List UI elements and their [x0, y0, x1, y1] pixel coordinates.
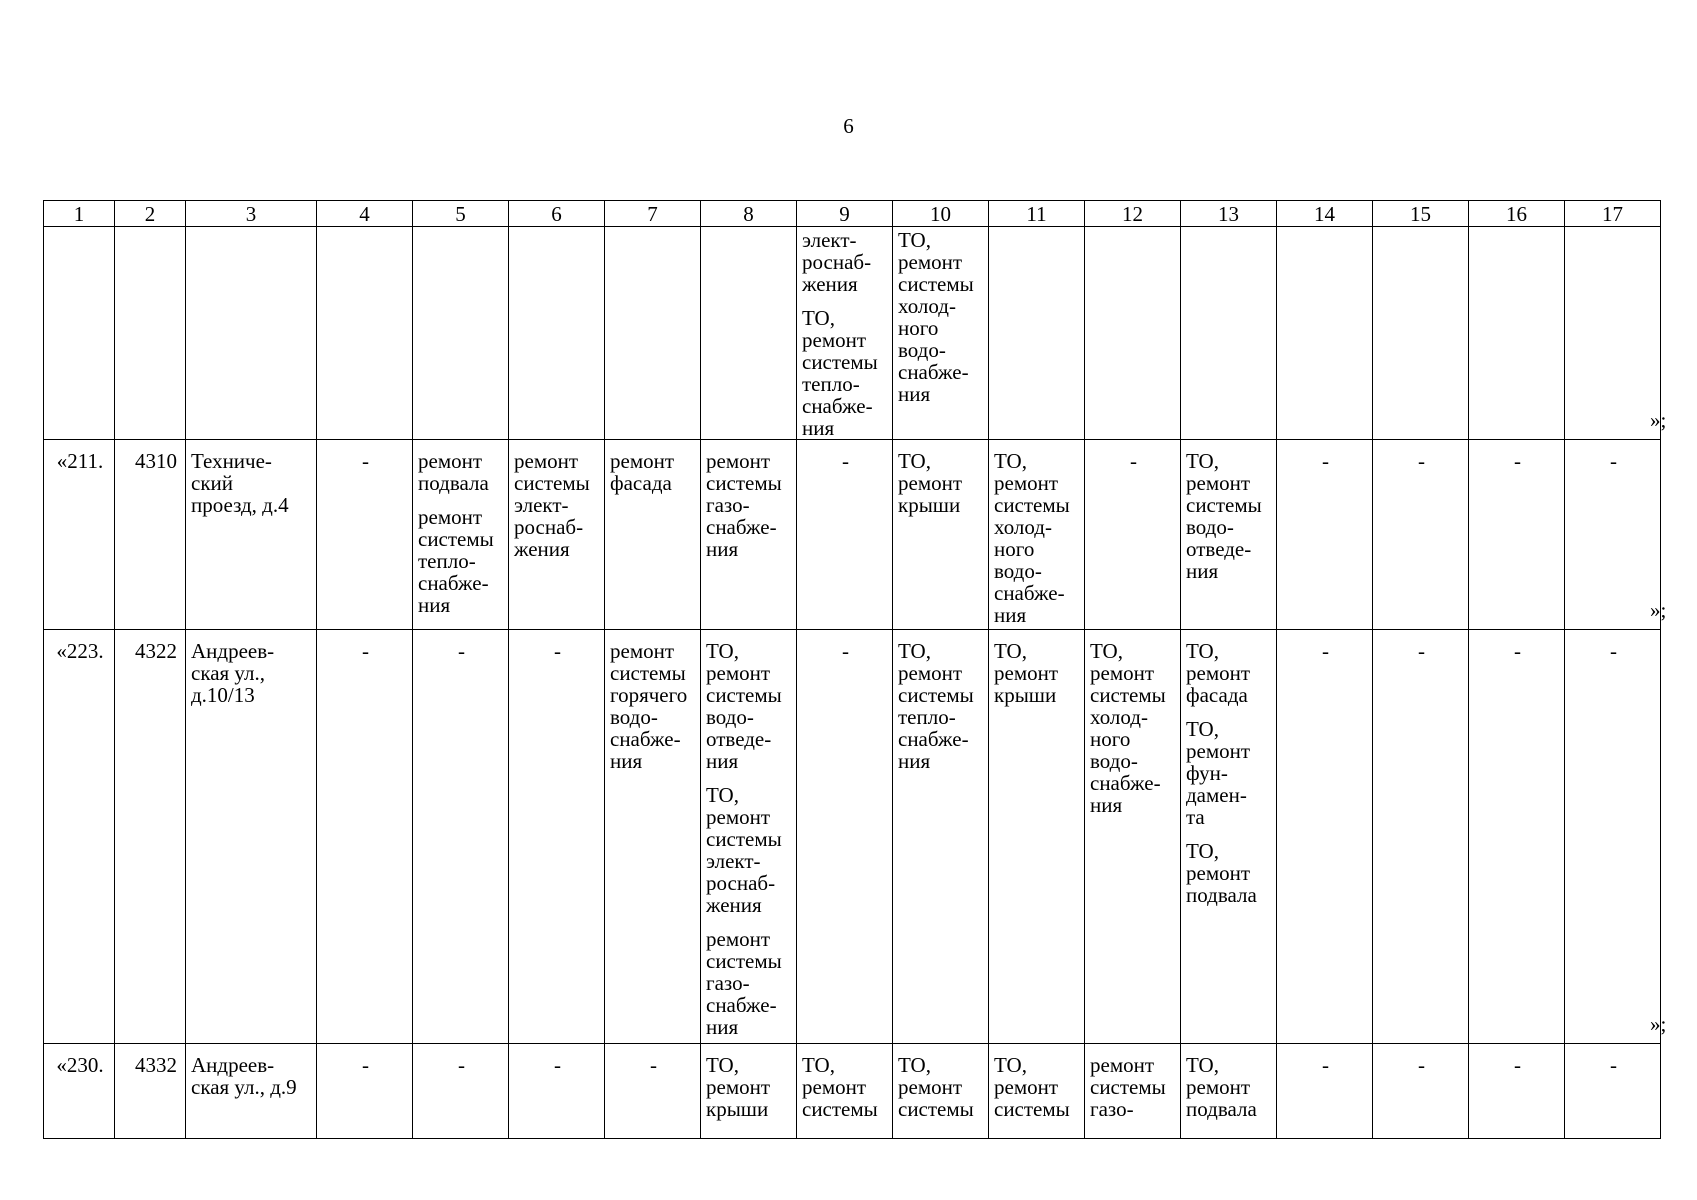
table-cell — [186, 630, 317, 1044]
table-cell — [1565, 227, 1661, 440]
cell-text: ремонт системы тепло- снабже- ния — [418, 505, 494, 617]
cell-text: - — [1130, 449, 1137, 473]
cell-text: - — [1514, 639, 1521, 663]
cell-text: ТО, ремонт фасада — [1186, 639, 1251, 707]
cell-text: Техниче- ский проезд, д.4 — [191, 449, 289, 517]
cell-text: - — [1610, 1053, 1617, 1077]
table-cell — [1085, 1044, 1181, 1139]
table-cell — [797, 440, 893, 630]
table-cell — [1181, 227, 1277, 440]
table-cell — [1469, 227, 1565, 440]
table-cell — [605, 630, 701, 1044]
cell-text: - — [1418, 1053, 1425, 1077]
table-cell — [1373, 630, 1469, 1044]
table-cell — [1085, 630, 1181, 1044]
table-cell — [115, 630, 186, 1044]
cell-text: 4310 — [135, 449, 177, 473]
cell-text: ТО, ремонт системы водо- отведе- ния — [706, 639, 782, 773]
cell-text: ремонт фасада — [610, 449, 675, 495]
table-cell — [509, 630, 605, 1044]
column-header: 9 — [797, 201, 893, 227]
table-cell — [1085, 227, 1181, 440]
table-cell — [797, 630, 893, 1044]
cell-text: «223. — [56, 639, 104, 663]
table-cell — [989, 440, 1085, 630]
table-cell — [44, 1044, 115, 1139]
column-header: 11 — [989, 201, 1085, 227]
table-cell — [1373, 1044, 1469, 1139]
cell-text: «230. — [56, 1053, 104, 1077]
cell-text: ТО, ремонт крыши — [706, 1053, 771, 1121]
column-header: 3 — [186, 201, 317, 227]
cell-text: - — [1418, 639, 1425, 663]
table-cell — [605, 1044, 701, 1139]
column-header: 16 — [1469, 201, 1565, 227]
table-cell — [1565, 440, 1661, 630]
table-cell — [317, 630, 413, 1044]
cell-text: «211. — [56, 449, 104, 473]
cell-text: ремонт системы газо- — [1090, 1053, 1166, 1121]
column-header: 14 — [1277, 201, 1373, 227]
table-cell — [893, 630, 989, 1044]
table-cell — [701, 630, 797, 1044]
cell-text: ТО, ремонт системы элект- роснаб- жения — [706, 783, 782, 917]
cell-text: ТО, ремонт системы — [898, 1053, 974, 1121]
cell-text: - — [458, 639, 465, 663]
table-cell — [44, 630, 115, 1044]
cell-text: 4322 — [135, 639, 177, 663]
table-cell — [1181, 630, 1277, 1044]
table-cell — [413, 630, 509, 1044]
cell-text: ТО, ремонт подвала — [1186, 839, 1257, 907]
table-cell — [509, 1044, 605, 1139]
table-cell — [605, 227, 701, 440]
column-header: 1 — [44, 201, 115, 227]
table-cell — [186, 1044, 317, 1139]
table-cell — [893, 1044, 989, 1139]
table-row — [44, 1044, 1661, 1139]
table-cell — [115, 1044, 186, 1139]
table-cell — [1469, 630, 1565, 1044]
column-header: 13 — [1181, 201, 1277, 227]
table-cell — [989, 630, 1085, 1044]
cell-text: - — [362, 1053, 369, 1077]
column-header: 5 — [413, 201, 509, 227]
table-cell — [797, 227, 893, 440]
table-cell — [509, 227, 605, 440]
cell-text: - — [842, 639, 849, 663]
table-cell — [989, 1044, 1085, 1139]
column-header: 17 — [1565, 201, 1661, 227]
cell-text: ремонт системы газо- снабже- ния — [706, 927, 782, 1039]
cell-text: элект- роснаб- жения — [802, 228, 872, 296]
cell-text: ТО, ремонт системы — [802, 1053, 878, 1121]
cell-text: - — [1418, 449, 1425, 473]
table-cell — [509, 440, 605, 630]
page-number: 6 — [843, 114, 854, 138]
table-cell — [1277, 630, 1373, 1044]
cell-text: - — [1322, 639, 1329, 663]
table-cell — [413, 440, 509, 630]
table-cell — [44, 440, 115, 630]
cell-text: - — [362, 639, 369, 663]
cell-text: - — [554, 639, 561, 663]
table-cell — [1277, 440, 1373, 630]
table-row — [44, 630, 1661, 1044]
table-cell — [1373, 227, 1469, 440]
table-cell — [1373, 440, 1469, 630]
column-header: 2 — [115, 201, 186, 227]
cell-text: ТО, ремонт крыши — [994, 639, 1059, 707]
cell-text: - — [1514, 449, 1521, 473]
cell-text: ТО, ремонт системы — [994, 1053, 1070, 1121]
cell-text: ремонт подвала — [418, 449, 489, 495]
table-cell — [797, 1044, 893, 1139]
cell-text: - — [1514, 1053, 1521, 1077]
cell-text: - — [1322, 449, 1329, 473]
cell-text: ремонт системы горячего водо- снабже- ния — [610, 639, 688, 773]
cell-text: ремонт системы элект- роснаб- жения — [514, 449, 590, 561]
cell-text: - — [1322, 1053, 1329, 1077]
cell-text: - — [362, 449, 369, 473]
column-header: 12 — [1085, 201, 1181, 227]
cell-text: - — [554, 1053, 561, 1077]
column-header: 10 — [893, 201, 989, 227]
cell-text: ТО, ремонт системы холод- ного водо- снабже- ния — [994, 449, 1070, 627]
table-cell — [605, 440, 701, 630]
table-cell — [317, 440, 413, 630]
table-cell — [1277, 1044, 1373, 1139]
column-header: 8 — [701, 201, 797, 227]
repair-schedule-table — [43, 200, 1661, 1139]
table-cell — [701, 1044, 797, 1139]
cell-text: ТО, ремонт системы тепло- снабже- ния — [898, 639, 974, 773]
cell-text: ТО, ремонт системы водо- отведе- ния — [1186, 449, 1262, 583]
closing-quote-mark: »; — [1650, 1012, 1667, 1036]
column-header: 6 — [509, 201, 605, 227]
column-header: 7 — [605, 201, 701, 227]
table-cell — [1085, 440, 1181, 630]
column-header: 15 — [1373, 201, 1469, 227]
closing-quote-mark: »; — [1650, 598, 1667, 622]
table-cell — [115, 440, 186, 630]
table-cell — [317, 227, 413, 440]
table-row — [44, 227, 1661, 440]
cell-text: ТО, ремонт фун- дамен- та — [1186, 717, 1251, 829]
table-cell — [1469, 1044, 1565, 1139]
cell-text: - — [650, 1053, 657, 1077]
table-cell — [701, 227, 797, 440]
table-cell — [413, 1044, 509, 1139]
cell-text: ТО, ремонт подвала — [1186, 1053, 1257, 1121]
cell-text: - — [1610, 639, 1617, 663]
column-header: 4 — [317, 201, 413, 227]
table-cell — [893, 440, 989, 630]
cell-text: ТО, ремонт системы холод- ного водо- снабже- ния — [1090, 639, 1166, 817]
table-cell — [1277, 227, 1373, 440]
cell-text: - — [458, 1053, 465, 1077]
table-cell — [317, 1044, 413, 1139]
table-row — [44, 440, 1661, 630]
cell-text: ТО, ремонт крыши — [898, 449, 963, 517]
cell-text: ТО, ремонт системы тепло- снабже- ния — [802, 306, 878, 440]
table-cell — [1565, 1044, 1661, 1139]
table-cell — [1181, 440, 1277, 630]
table-cell — [1565, 630, 1661, 1044]
table-cell — [1469, 440, 1565, 630]
cell-text: - — [1610, 449, 1617, 473]
cell-text: 4332 — [135, 1053, 177, 1077]
closing-quote-mark: »; — [1650, 408, 1667, 432]
cell-text: ТО, ремонт системы холод- ного водо- снабже- ния — [898, 228, 974, 406]
table-body — [44, 227, 1661, 1139]
cell-text: ремонт системы газо- снабже- ния — [706, 449, 782, 561]
cell-text: Андреев- ская ул., д.10/13 — [191, 639, 275, 707]
table-cell — [1181, 1044, 1277, 1139]
table-cell — [115, 227, 186, 440]
cell-text: Андреев- ская ул., д.9 — [191, 1053, 297, 1099]
table-cell — [44, 227, 115, 440]
header-row — [44, 201, 1661, 227]
table-cell — [186, 227, 317, 440]
table-cell — [893, 227, 989, 440]
cell-text: - — [842, 449, 849, 473]
table-cell — [186, 440, 317, 630]
table-cell — [413, 227, 509, 440]
table-cell — [989, 227, 1085, 440]
table-cell — [701, 440, 797, 630]
